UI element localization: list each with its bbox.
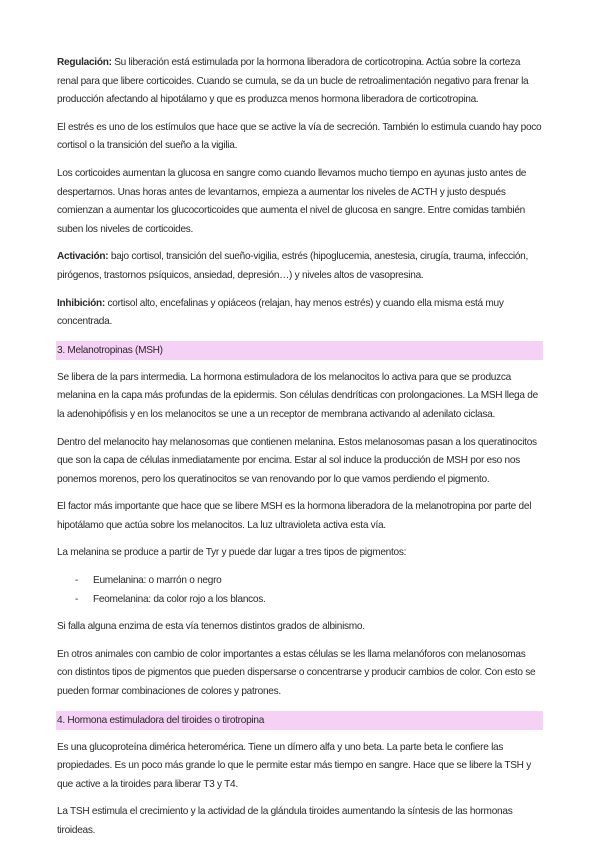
- section-3-heading: 3. Melanotropinas (MSH): [56, 341, 543, 360]
- regulacion-label: Regulación:: [57, 57, 112, 68]
- msh-paragraph-2: Dentro del melanocito hay melanosomas que contienen melanina. Estos melanosomas pasan a los queratinocitos que son la capa de células inmediatamente por encima. Estar al sol induce la producción de MSH por eso nos ponemos morenos, pero los queratinocitos se van renovando por lo que vamos perdiendo el pigmento.: [57, 436, 537, 485]
- msh-paragraph-3: El factor más importante que hace que se libere MSH es la hormona liberadora de la melanotropina por parte del hipotálamo que actúa sobre los melanocitos. La luz ultravioleta activa esta vía.: [57, 501, 532, 531]
- msh-paragraph-1: Se libera de la pars intermedia. La hormona estimuladora de los melanocitos lo activa para que se produzca melanina en la capa más profundas de la epidermis. Son células dendríticas con prolongaciones. La MSH llega de la adenohipófisis y en los melanocitos se une a un receptor de membrana activando al adenilato ciclasa.: [57, 371, 538, 420]
- activacion-label: Activación:: [57, 251, 109, 263]
- msh-paragraph-4: La melanina se produce a partir de Tyr y puede dar lugar a tres tipos de pigmentos:: [57, 547, 407, 559]
- activacion-text: bajo cortisol, transición del sueño-vigilia, estrés (hipoglucemia, anestesia, cirugía, trauma, infección, pirógenos, trastornos psíquicos, ansiedad, depresión…) y niveles altos de vasopresina.: [57, 251, 529, 281]
- list-item: [57, 572, 543, 591]
- regulacion-paragraph: [57, 54, 543, 110]
- inhibicion-label: Inhibición:: [57, 297, 105, 309]
- msh-paragraph-6: En otros animales con cambio de color importantes a estas células se les llama melanóforos con melanosomas con distintos tipos de pigmentos que pueden dispersarse o concentrarse y producir cambios de color. Con esto se pueden formar combinaciones de colores y patrones.: [57, 648, 536, 698]
- msh-paragraph-5: Si falla alguna enzima de esta vía tenemos distintos grados de albinismo.: [57, 621, 365, 633]
- inhibicion-text: cortisol alto, encefalinas y opiáceos (relajan, hay menos estrés) y cuando ella misma está muy concentrada.: [57, 297, 504, 328]
- document-page: [57, 54, 543, 850]
- estres-paragraph: El estrés es uno de los estímulos que hace que se active la vía de secreción. También lo estimula cuando hay poco cortisol o la transición del sueño a la vigilia.: [57, 121, 542, 152]
- activacion-paragraph: [57, 248, 543, 285]
- list-item-text: Feomelanina: da color rojo a los blancos.: [93, 593, 266, 605]
- list-dash: -: [75, 575, 79, 587]
- regulacion-text: Su liberación está estimulada por la hormona liberadora de corticotropina. Actúa sobre la corteza renal para que libere corticoides. Cuando se cumula, se da un bucle de retroalimentación negativo para frenar la producción afectando al hipotálamo y que es produzca menos hormona liberadora de corticotropina.: [57, 57, 529, 106]
- list-dash: -: [75, 593, 79, 605]
- section-4-heading: 4. Hormona estimuladora del tiroides o tirotropina: [56, 711, 543, 730]
- list-item: [57, 591, 543, 610]
- pigment-list: [57, 572, 543, 609]
- tsh-paragraph-1: Es una glucoproteína dimérica heteromérica. Tiene un dímero alfa y uno beta. La parte beta le confiere las propiedades. Es un poco más grande lo que le permite estar más tiempo en sangre. Hace que se libere la TSH y que active a la tiroides para liberar T3 y T4.: [57, 741, 531, 790]
- list-item-text: Eumelanina: o marrón o negro: [93, 575, 222, 587]
- tsh-paragraph-2: La TSH estimula el crecimiento y la actividad de la glándula tiroides aumentando la síntesis de las hormonas tiroideas.: [57, 806, 513, 836]
- corticoides-paragraph: Los corticoides aumentan la glucosa en sangre como cuando llevamos mucho tiempo en ayunas justo antes de despertarnos. Unas horas antes de levantarnos, empieza a aumentar los niveles de ACTH y justo después comienzan a aumentar los glucocorticoides que aumenta el nivel de glucosa en sangre. Entre comidas también suben los niveles de corticoides.: [57, 167, 527, 235]
- inhibicion-paragraph: [57, 295, 543, 332]
